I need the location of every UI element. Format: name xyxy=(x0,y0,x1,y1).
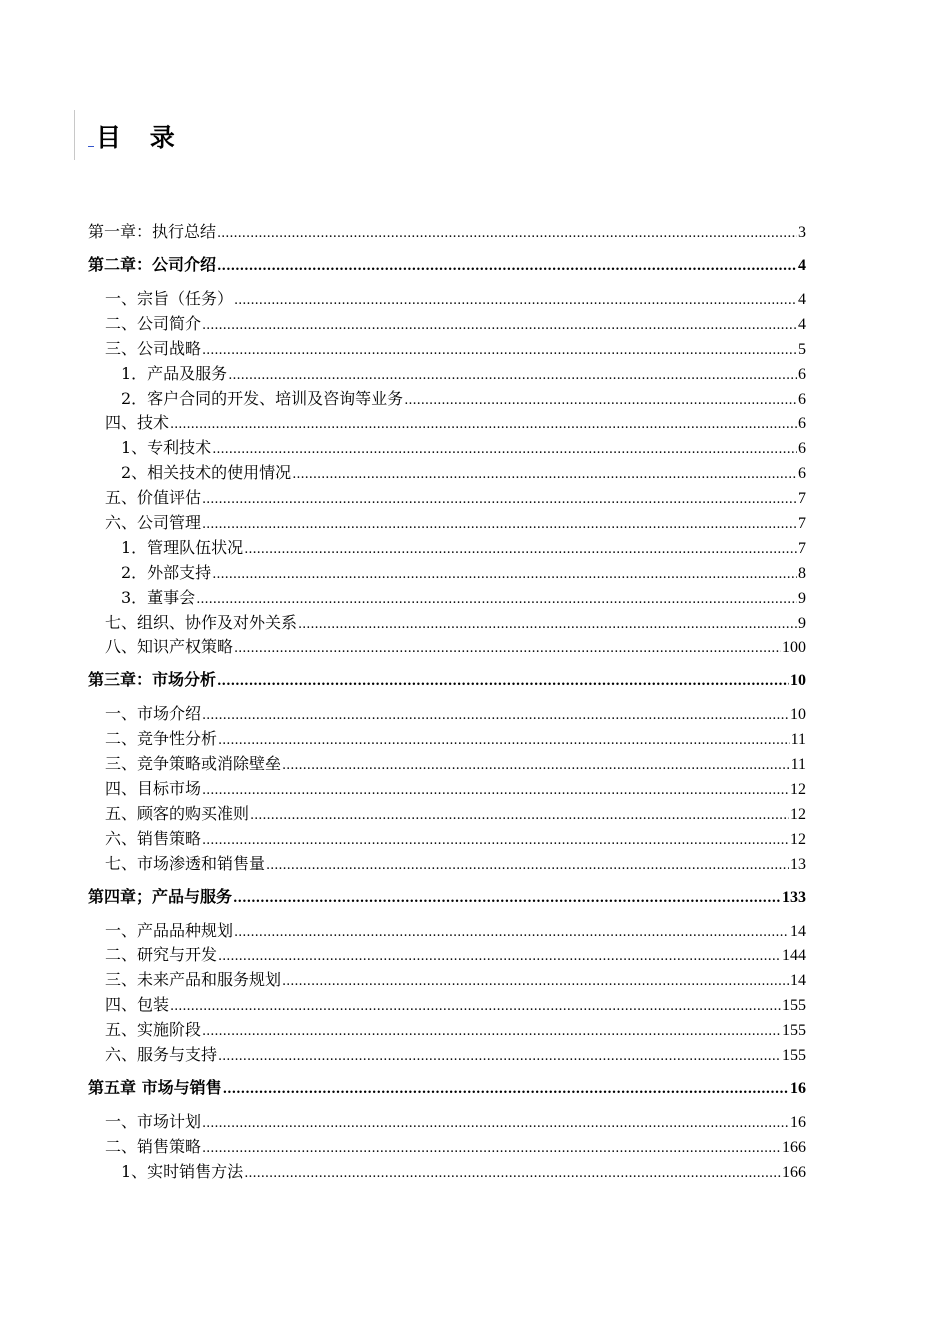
toc-leader-dots xyxy=(234,289,797,314)
toc-page-number: 133 xyxy=(782,888,806,906)
toc-leader-dots xyxy=(228,364,797,389)
toc-entry[interactable] xyxy=(88,287,806,312)
toc-page-number: 6 xyxy=(798,415,806,433)
toc-leader-dots xyxy=(217,222,797,247)
toc-leader-dots xyxy=(223,1078,789,1103)
toc-entry[interactable] xyxy=(88,702,806,727)
toc-entry[interactable] xyxy=(88,387,806,412)
toc-leader-dots xyxy=(217,670,789,695)
toc-entry-title: 2．外部支持 xyxy=(121,562,212,582)
toc-page-number: 16 xyxy=(790,1113,806,1131)
toc-page-number: 166 xyxy=(782,1163,806,1181)
toc-entry-title: 五、价值评估 xyxy=(105,488,202,508)
toc-entry[interactable] xyxy=(88,511,806,536)
toc-leader-dots xyxy=(196,588,797,613)
toc-entry-title: 2．客户合同的开发、培训及咨询等业务 xyxy=(121,388,404,408)
toc-entry-title: 二、公司简介 xyxy=(105,313,202,333)
toc-entry-title: 第四章；产品与服务 xyxy=(88,886,233,906)
toc-entry-title: 八、知识产权策略 xyxy=(105,637,234,657)
toc-entry-title: 三、公司战略 xyxy=(105,338,202,358)
toc-page-number: 5 xyxy=(798,340,806,358)
toc-entry-title: 2、相关技术的使用情况 xyxy=(121,463,292,483)
toc-entry[interactable] xyxy=(88,411,806,436)
toc-entry[interactable] xyxy=(88,635,806,660)
toc-entry-title: 第一章：执行总结 xyxy=(88,222,217,241)
toc-leader-dots xyxy=(202,829,789,854)
toc-page-number: 144 xyxy=(782,947,806,965)
toc-leader-dots xyxy=(244,1162,781,1187)
toc-page-number: 7 xyxy=(798,515,806,533)
toc-entry[interactable] xyxy=(88,362,806,387)
toc-entry[interactable] xyxy=(88,919,806,944)
toc-leader-dots xyxy=(202,704,789,729)
toc-page-number: 9 xyxy=(798,589,806,607)
toc-leader-dots xyxy=(250,804,789,829)
toc-leader-dots xyxy=(170,413,797,438)
toc-page-number: 155 xyxy=(782,1022,806,1040)
toc-leader-dots xyxy=(404,389,797,414)
toc-leader-dots xyxy=(202,1112,789,1137)
toc-page-number: 6 xyxy=(798,365,806,383)
toc-leader-dots xyxy=(282,970,789,995)
toc-page-number: 10 xyxy=(790,706,806,724)
toc-leader-dots xyxy=(218,1045,781,1070)
table-of-contents xyxy=(88,220,806,1185)
toc-entry-title: 四、技术 xyxy=(105,413,170,433)
toc-leader-dots xyxy=(202,779,789,804)
toc-page-number: 12 xyxy=(790,781,806,799)
toc-entry[interactable] xyxy=(88,561,806,586)
toc-leader-dots xyxy=(202,1020,781,1045)
toc-entry[interactable] xyxy=(88,777,806,802)
toc-page-number: 6 xyxy=(798,390,806,408)
toc-page-number: 6 xyxy=(798,440,806,458)
toc-leader-dots xyxy=(202,339,797,364)
toc-entry-title: 1、实时销售方法 xyxy=(121,1161,244,1181)
toc-entry-title: 第三章：市场分析 xyxy=(88,670,217,690)
toc-entry-title: 七、组织、协作及对外关系 xyxy=(105,612,298,632)
toc-leader-dots xyxy=(217,255,797,280)
toc-page-number: 13 xyxy=(790,855,806,873)
heading-margin-rule xyxy=(74,110,75,160)
toc-chapter-entry[interactable] xyxy=(88,220,806,245)
toc-chapter-entry[interactable] xyxy=(88,253,806,278)
toc-entry-title: 一、市场介绍 xyxy=(105,704,202,724)
toc-leader-dots xyxy=(234,921,789,946)
toc-leader-dots xyxy=(212,438,797,463)
toc-entry-title: 三、未来产品和服务规划 xyxy=(105,970,282,990)
toc-page-number: 14 xyxy=(790,972,806,990)
toc-page-number: 100 xyxy=(782,639,806,657)
toc-entry-title: 第五章 市场与销售 xyxy=(88,1077,222,1097)
toc-entry[interactable] xyxy=(88,337,806,362)
toc-page-number: 16 xyxy=(790,1079,806,1097)
toc-page-number: 3 xyxy=(798,224,806,241)
toc-page-number: 9 xyxy=(798,614,806,632)
toc-page-number: 4 xyxy=(798,291,806,308)
toc-page-number: 7 xyxy=(798,539,806,557)
toc-chapter-entry[interactable] xyxy=(88,668,806,693)
toc-entry-title: 五、实施阶段 xyxy=(105,1020,202,1040)
toc-leader-dots xyxy=(292,463,797,488)
toc-page-number: 155 xyxy=(782,997,806,1015)
toc-entry-title: 一、产品品种规划 xyxy=(105,920,234,940)
toc-entry[interactable] xyxy=(88,1160,806,1185)
toc-entry-title: 一、宗旨（任务） xyxy=(105,289,234,308)
toc-leader-dots xyxy=(170,995,781,1020)
toc-entry-title: 七、市场渗透和销售量 xyxy=(105,853,266,873)
toc-page-number: 11 xyxy=(790,731,806,749)
toc-leader-dots xyxy=(244,538,797,563)
toc-leader-dots xyxy=(202,513,797,538)
toc-page-number: 11 xyxy=(790,756,806,774)
toc-page-number: 4 xyxy=(798,257,806,274)
toc-page-number: 166 xyxy=(782,1138,806,1156)
toc-entry-title: 六、销售策略 xyxy=(105,828,202,848)
toc-entry-title: 3．董事会 xyxy=(121,587,196,607)
toc-page-number: 10 xyxy=(790,672,806,690)
toc-page-number: 14 xyxy=(790,922,806,940)
toc-entry-title: 1、专利技术 xyxy=(121,438,212,458)
toc-entry[interactable] xyxy=(88,827,806,852)
toc-entry[interactable] xyxy=(88,1110,806,1135)
toc-leader-dots xyxy=(202,488,797,513)
toc-entry-title: 二、研究与开发 xyxy=(105,945,218,965)
toc-entry[interactable] xyxy=(88,461,806,486)
toc-entry-title: 1．产品及服务 xyxy=(121,363,228,383)
toc-entry-title: 五、顾客的购买准则 xyxy=(105,803,250,823)
toc-entry-title: 四、目标市场 xyxy=(105,779,202,799)
toc-page-number: 12 xyxy=(790,805,806,823)
toc-entry[interactable] xyxy=(88,486,806,511)
toc-leader-dots xyxy=(298,613,797,638)
toc-leader-dots xyxy=(218,729,790,754)
toc-entry[interactable] xyxy=(88,1135,806,1160)
toc-entry-title: 三、竞争策略或消除壁垒 xyxy=(105,754,282,774)
toc-entry-title: 六、服务与支持 xyxy=(105,1045,218,1065)
toc-entry[interactable] xyxy=(88,727,806,752)
toc-leader-dots xyxy=(202,314,797,339)
toc-entry[interactable] xyxy=(88,852,806,877)
toc-page-number: 12 xyxy=(790,830,806,848)
toc-entry[interactable] xyxy=(88,611,806,636)
toc-entry[interactable] xyxy=(88,1018,806,1043)
toc-entry-title: 二、竞争性分析 xyxy=(105,729,218,749)
toc-page-number: 8 xyxy=(798,564,806,582)
toc-entry-title: 二、销售策略 xyxy=(105,1136,202,1156)
toc-entry-title: 一、市场计划 xyxy=(105,1111,202,1131)
toc-leader-dots xyxy=(218,945,781,970)
toc-leader-dots xyxy=(202,1137,781,1162)
toc-entry-title: 四、包装 xyxy=(105,995,170,1015)
toc-entry[interactable] xyxy=(88,943,806,968)
toc-entry[interactable] xyxy=(88,1043,806,1068)
toc-page-number: 6 xyxy=(798,465,806,483)
toc-entry-title: 1．管理队伍状况 xyxy=(121,537,244,557)
toc-entry-title: 第二章：公司介绍 xyxy=(88,255,217,274)
toc-entry[interactable] xyxy=(88,968,806,993)
toc-leader-dots xyxy=(282,754,790,779)
heading-anchor-link[interactable] xyxy=(88,146,94,147)
toc-entry[interactable] xyxy=(88,993,806,1018)
page-title: 目 录 xyxy=(96,123,185,152)
toc-entry-title: 六、公司管理 xyxy=(105,513,202,533)
toc-entry[interactable] xyxy=(88,586,806,611)
toc-entry[interactable] xyxy=(88,802,806,827)
toc-chapter-entry[interactable] xyxy=(88,885,806,910)
toc-leader-dots xyxy=(266,854,789,879)
toc-page-number: 155 xyxy=(782,1047,806,1065)
toc-chapter-entry[interactable] xyxy=(88,1076,806,1101)
toc-page-number: 4 xyxy=(798,315,806,333)
toc-entry[interactable] xyxy=(88,436,806,461)
toc-page-number: 7 xyxy=(798,490,806,508)
toc-entry[interactable] xyxy=(88,752,806,777)
toc-leader-dots xyxy=(212,563,797,588)
toc-entry[interactable] xyxy=(88,312,806,337)
toc-leader-dots xyxy=(233,887,781,912)
toc-entry[interactable] xyxy=(88,536,806,561)
toc-leader-dots xyxy=(234,637,781,662)
